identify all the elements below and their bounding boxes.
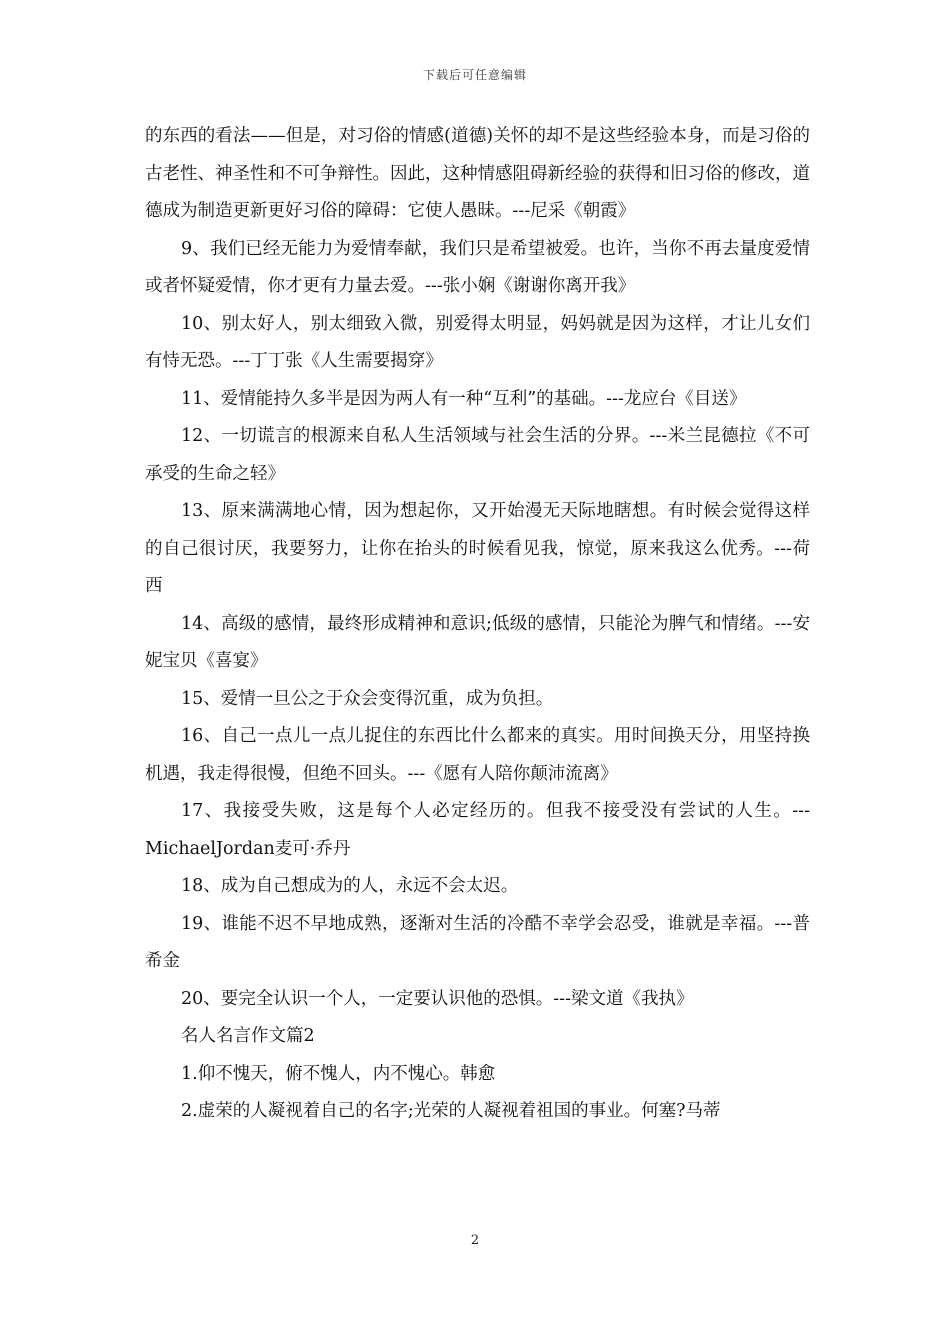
quote-13: 13、原来满满地心情，因为想起你，又开始漫无天际地瞎想。有时候会觉得这样的自己很讨厌，我要努力，让你在抬头的时候看见我，惊觉，原来我这么优秀。---荷西: [145, 501, 810, 596]
quote-16: 16、自己一点儿一点儿捉住的东西比什么都来的真实。用时间换天分，用坚持换机遇，我走得很慢，但绝不回头。---《愿有人陪你颠沛流离》: [145, 726, 810, 784]
quote-10: 10、别太好人，别太细致入微，别爱得太明显，妈妈就是因为这样，才让儿女们有恃无恐。---丁丁张《人生需要揭穿》: [145, 313, 810, 371]
page-number: 2: [470, 1233, 480, 1248]
paragraph-continuation: 的东西的看法——但是，对习俗的情感(道德)关怀的却不是这些经验本身，而是习俗的古老性、神圣性和不可争辩性。因此，这种情感阻碍新经验的获得和旧习俗的修改，道德成为制造更新更好习俗的障碍：它使人愚昧。---尼采《朝霞》: [145, 126, 810, 221]
quote-9: 9、我们已经无能力为爱情奉献，我们只是希望被爱。也许，当你不再去量度爱情或者怀疑爱情，你才更有力量去爱。---张小娴《谢谢你离开我》: [145, 238, 810, 296]
document-body: [145, 118, 810, 1131]
list-item-1: 1.仰不愧天，俯不愧人，内不愧心。韩愈: [181, 1063, 496, 1084]
page-header: 下载后可任意编辑: [422, 68, 527, 82]
quote-17: 17、我接受失败，这是每个人必定经历的。但我不接受没有尝试的人生。---MichaelJordan麦可·乔丹: [145, 801, 810, 859]
quote-15: 15、爱情一旦公之于众会变得沉重，成为负担。: [181, 688, 554, 709]
quote-19: 19、谁能不迟不早地成熟，逐渐对生活的冷酷不幸学会忍受，谁就是幸福。---普希金: [145, 913, 810, 971]
quote-12: 12、一切谎言的根源来自私人生活领域与社会生活的分界。---米兰昆德拉《不可承受的生命之轻》: [145, 426, 810, 484]
section-title: 名人名言作文篇2: [181, 1026, 315, 1046]
list-item-2: 2.虚荣的人凝视着自己的名字;光荣的人凝视着祖国的事业。何塞?马蒂: [181, 1101, 721, 1121]
quote-14: 14、高级的感情，最终形成精神和意识;低级的感情，只能沦为脾气和情绪。---安妮宝贝《喜宴》: [145, 613, 810, 671]
quote-11: 11、爱情能持久多半是因为两人有一种“互利”的基础。---龙应台《目送》: [181, 388, 747, 409]
quote-18: 18、成为自己想成为的人，永远不会太迟。: [181, 876, 519, 896]
quote-20: 20、要完全认识一个人，一定要认识他的恐惧。---梁文道《我执》: [181, 988, 694, 1009]
